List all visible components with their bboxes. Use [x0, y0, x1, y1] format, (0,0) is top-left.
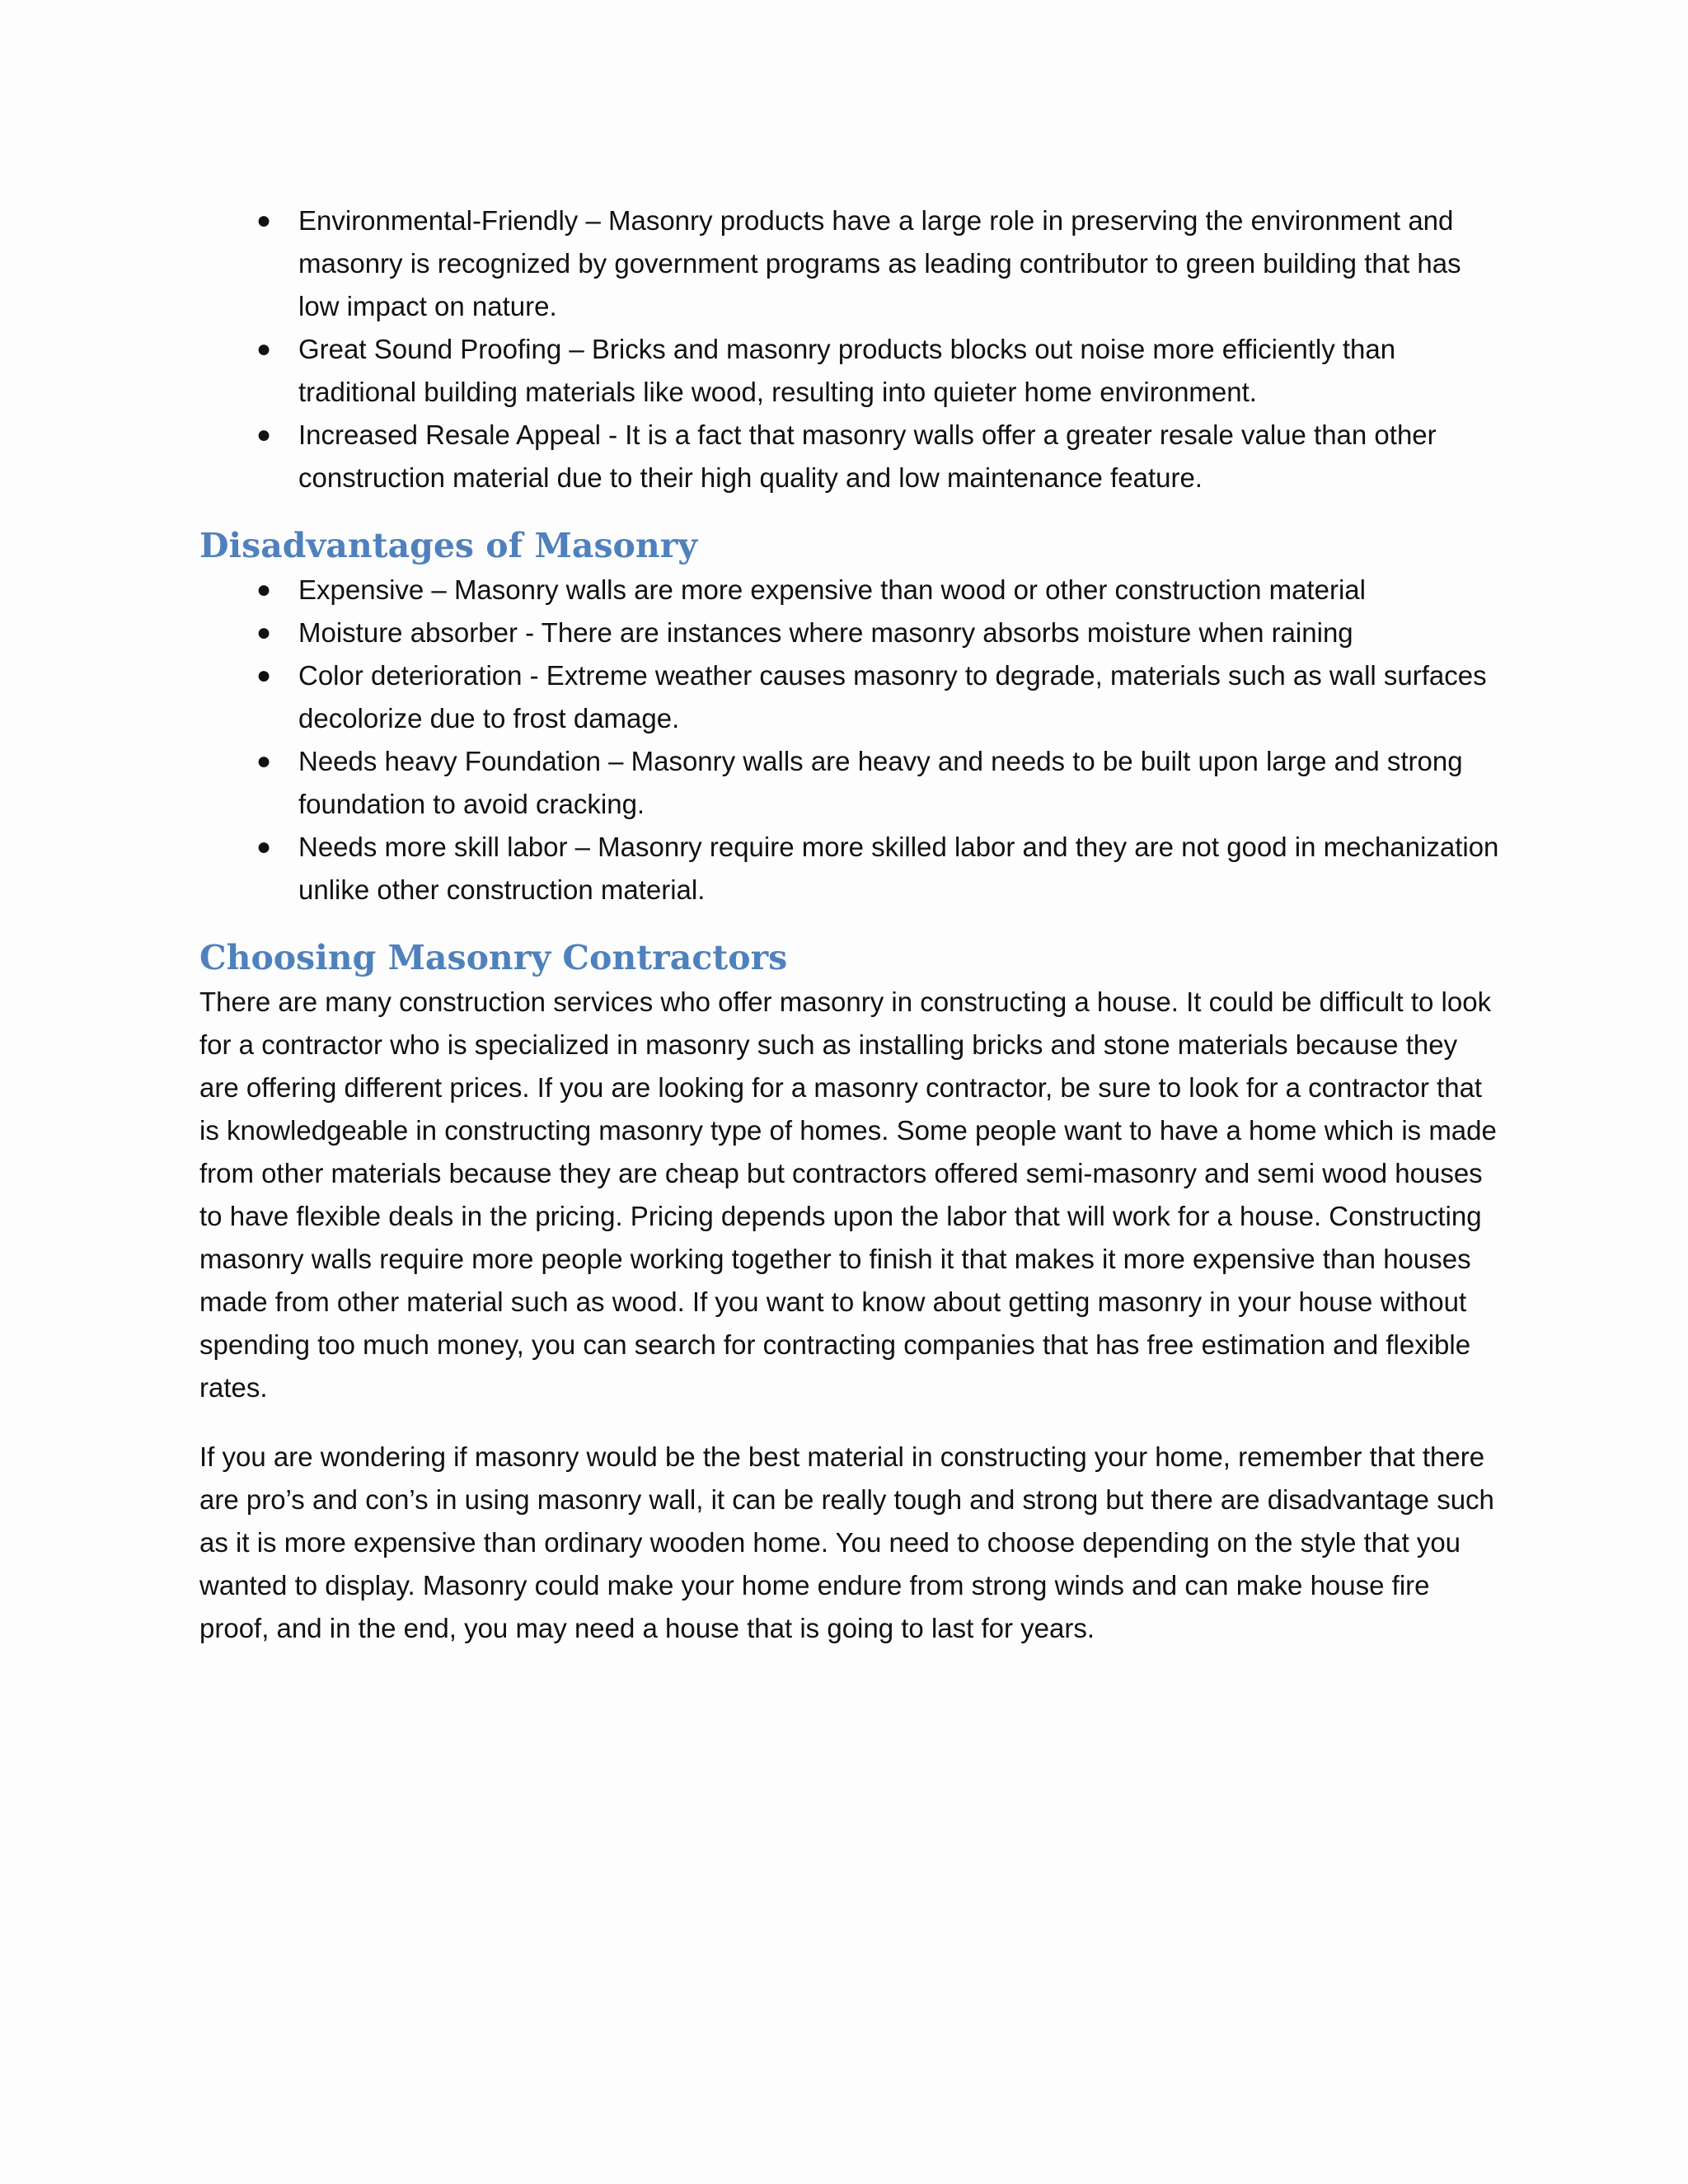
body-paragraph: If you are wondering if masonry would be the best material in constructing your home, remember that there are pro’s and con’s in using masonry wall, it can be really tough and strong but there are disadvantage such as it is more expensive than ordinary wooden home. You need to choose depending on the style that you wanted to display. Masonry could make your home endure from strong winds and can make house fire proof, and in the end, you may need a house that is going to last for years.	[199, 1441, 1494, 1643]
list-item	[199, 414, 1502, 499]
document-content	[199, 199, 1502, 1650]
bullet-icon: ●	[256, 335, 272, 363]
list-item-text: Needs more skill labor – Masonry require more skilled labor and they are not good in mechanization unlike other construction material.	[298, 832, 1499, 905]
list-item	[199, 199, 1502, 328]
choosing-contractors-heading: Choosing Masonry Contractors	[199, 938, 788, 977]
list-item-text: Moisture absorber - There are instances where masonry absorbs moisture when raining	[298, 617, 1353, 648]
bullet-icon: ●	[256, 662, 272, 689]
list-item-text: Environmental-Friendly – Masonry products have a large role in preserving the environment and masonry is recognized by government programs as leading contributor to green building that has low impact on nature.	[298, 205, 1461, 321]
bullet-icon: ●	[256, 207, 272, 234]
list-item-text: Great Sound Proofing – Bricks and masonry products blocks out noise more efficiently than traditional building materials like wood, resulting into quieter home environment.	[298, 334, 1396, 407]
list-item	[199, 328, 1502, 414]
list-item-text: Color deterioration - Extreme weather causes masonry to degrade, materials such as wall surfaces decolorize due to frost damage.	[298, 660, 1487, 733]
list-item	[199, 612, 1502, 654]
list-item-text: Expensive – Masonry walls are more expensive than wood or other construction material	[298, 574, 1366, 605]
bullet-icon: ●	[256, 576, 272, 603]
list-item	[199, 826, 1502, 912]
list-item	[199, 654, 1502, 740]
advantages-list	[199, 199, 1502, 499]
bullet-icon: ●	[256, 748, 272, 775]
disadvantages-list	[199, 569, 1502, 912]
bullet-icon: ●	[256, 833, 272, 860]
list-item-text: Increased Resale Appeal - It is a fact that masonry walls offer a greater resale value than other construction material due to their high quality and low maintenance feature.	[298, 419, 1437, 493]
list-item	[199, 740, 1502, 826]
list-item-text: Needs heavy Foundation – Masonry walls are heavy and needs to be built upon large and strong foundation to avoid cracking.	[298, 746, 1463, 819]
bullet-icon: ●	[256, 619, 272, 646]
disadvantages-heading: Disadvantages of Masonry	[199, 526, 698, 565]
list-item	[199, 569, 1502, 612]
bullet-icon: ●	[256, 421, 272, 448]
body-paragraph: There are many construction services who offer masonry in constructing a house. It could be difficult to look for a contractor who is specialized in masonry such as installing bricks and stone materials because they are offering different prices. If you are looking for a masonry contractor, be sure to look for a contractor that is knowledgeable in constructing masonry type of homes. Some people want to have a home which is made from other materials because they are cheap but contractors offered semi-masonry and semi wood houses to have flexible deals in the pricing. Pricing depends upon the labor that will work for a house. Constructing masonry walls require more people working together to finish it that makes it more expensive than houses made from other material such as wood. If you want to know about getting masonry in your house without spending too much money, you can search for contracting companies that has free estimation and flexible rates.	[199, 987, 1497, 1403]
